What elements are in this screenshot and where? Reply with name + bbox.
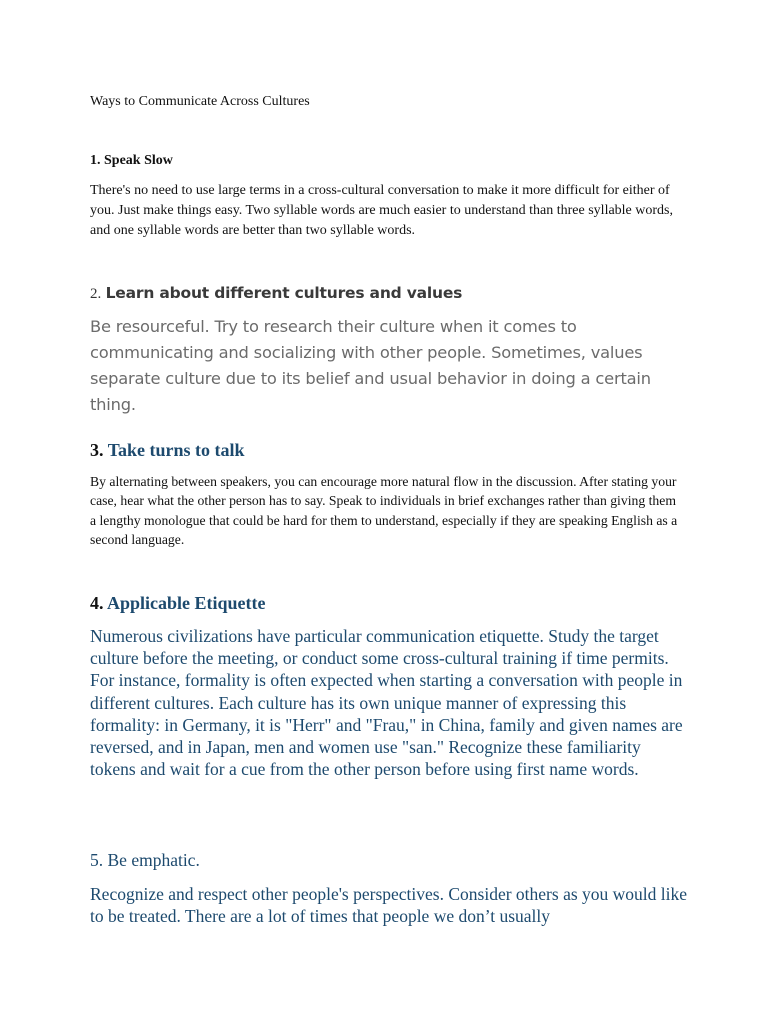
- section-4-heading-text: Applicable Etiquette: [107, 593, 266, 613]
- section-3-heading-text: Take turns to talk: [107, 440, 245, 460]
- section-1-number: 1.: [90, 153, 101, 168]
- section-4-number: 4.: [90, 593, 104, 613]
- section-2-body: Be resourceful. Try to research their culture when it comes to communicating and socializing with other people. Sometimes, values separate culture due to its belief and usual behavior in doing a certain thing.: [90, 317, 651, 414]
- section-5-number: 5.: [90, 850, 104, 870]
- section-2-heading-text: Learn about different cultures and values: [105, 284, 463, 302]
- section-5-body: Recognize and respect other people's perspectives. Consider others as you would like to be treated. There are a lot of times that people we don’t usually: [90, 884, 688, 926]
- section-1-heading: [90, 152, 173, 170]
- section-2-number: 2.: [90, 286, 102, 302]
- section-4-heading: [90, 591, 266, 615]
- section-3-number: 3.: [90, 440, 104, 460]
- document-title: Ways to Communicate Across Cultures: [90, 94, 310, 109]
- section-2-heading: [90, 280, 462, 306]
- section-4-body: Numerous civilizations have particular communication etiquette. Study the target culture before the meeting, or conduct some cross-cultural training if time permits. For instance, formality is often expected when starting a conversation with people in different cultures. Each culture has its own unique manner of expressing this formality: in Germany, it is "Herr" and "Frau," in China, family and given names are reversed, and in Japan, men and women use "san." Recognize these familiarity tokens and wait for a cue from the other person before using first name words.: [90, 626, 683, 780]
- section-3-body: By alternating between speakers, you can encourage more natural flow in the discussion. After stating your case, hear what the other person has to say. Speak to individuals in brief exchanges rather than giving them a lengthy monologue that could be hard for them to understand, especially if they are speaking English as a second language.: [90, 474, 678, 548]
- section-1-heading-text: Speak Slow: [104, 153, 173, 168]
- section-1-body: There's no need to use large terms in a cross-cultural conversation to make it more difficult for either of you. Just make things easy. Two syllable words are much easier to understand than three syllable words, and one syllable words are better than two syllable words.: [90, 183, 673, 238]
- section-5-heading-text: Be emphatic.: [107, 850, 200, 870]
- section-5-heading: [90, 848, 200, 872]
- section-3-heading: [90, 438, 245, 462]
